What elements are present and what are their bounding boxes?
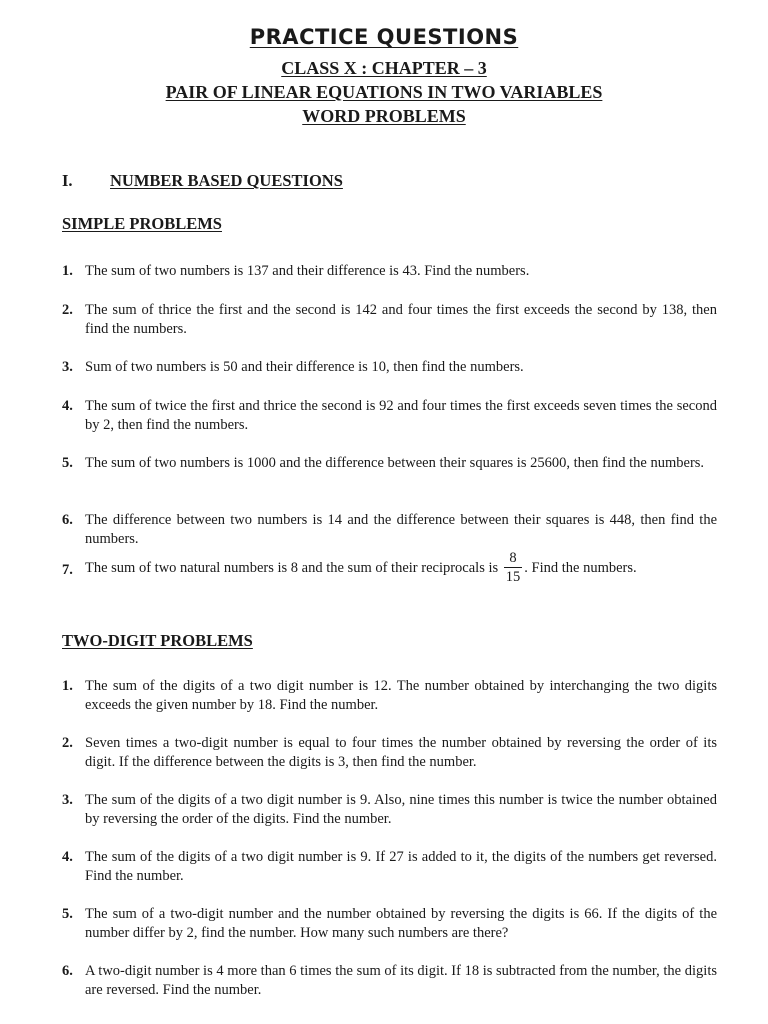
question-item — [62, 454, 717, 473]
question-item — [62, 848, 717, 886]
question-text — [85, 550, 717, 587]
section-heading — [62, 171, 343, 191]
question-number: 1. — [62, 263, 73, 279]
question-item — [62, 962, 717, 1000]
question-text: Sum of two numbers is 50 and their difference is 10, then find the numbers. — [85, 359, 524, 375]
fraction-numerator: 8 — [504, 549, 523, 568]
question-item — [62, 734, 717, 772]
section-title: NUMBER BASED QUESTIONS — [110, 171, 343, 190]
question-item — [62, 905, 717, 943]
question-number: 5. — [62, 455, 73, 471]
question-number: 2. — [62, 735, 73, 751]
question-number: 6. — [62, 512, 73, 528]
question-item — [62, 677, 717, 715]
section-numeral: I. — [62, 171, 73, 190]
fraction-denominator: 15 — [505, 569, 521, 585]
question-number: 3. — [62, 792, 73, 808]
question-item — [62, 301, 717, 339]
question-text: The difference between two numbers is 14 and the difference between their squares is 448, then find the numbers. — [85, 512, 717, 547]
chapter-title-heading: PAIR OF LINEAR EQUATIONS IN TWO VARIABLES — [165, 82, 603, 102]
question-text-after: . Find the numbers. — [524, 559, 637, 576]
question-item — [62, 358, 717, 377]
simple-problems-heading: SIMPLE PROBLEMS — [62, 214, 222, 233]
question-item — [62, 550, 717, 587]
question-text: The sum of twice the first and thrice the second is 92 and four times the first exceeds seven times the second by 2, then find the numbers. — [85, 398, 717, 433]
question-text: The sum of two numbers is 137 and their difference is 43. Find the numbers. — [85, 263, 530, 279]
page-title: PRACTICE QUESTIONS — [249, 25, 519, 49]
question-number: 6. — [62, 963, 73, 979]
question-number: 4. — [62, 398, 73, 414]
question-number: 7. — [62, 562, 73, 578]
question-number: 5. — [62, 906, 73, 922]
question-text: The sum of the digits of a two digit number is 12. The number obtained by interchanging the two digits exceeds the given number by 18. Find the number. — [85, 678, 717, 713]
question-number: 3. — [62, 359, 73, 375]
question-text: The sum of two numbers is 1000 and the difference between their squares is 25600, then find the numbers. — [85, 455, 705, 471]
question-item — [62, 791, 717, 829]
fraction — [504, 549, 523, 586]
question-item — [62, 262, 717, 281]
question-text: The sum of thrice the first and the second is 142 and four times the first exceeds the second by 138, then find the numbers. — [85, 302, 717, 337]
question-text: A two-digit number is 4 more than 6 times the sum of its digit. If 18 is subtracted from the number, the digits are reversed. Find the number. — [85, 963, 717, 998]
question-item — [62, 397, 717, 435]
question-number: 1. — [62, 678, 73, 694]
question-number: 4. — [62, 849, 73, 865]
question-text: The sum of the digits of a two digit number is 9. If 27 is added to it, the digits of the numbers get reversed. Find the number. — [85, 849, 717, 884]
question-text-before: The sum of two natural numbers is 8 and the sum of their reciprocals is — [85, 559, 499, 576]
two-digit-problems-heading: TWO-DIGIT PROBLEMS — [62, 631, 253, 650]
question-text: The sum of a two-digit number and the number obtained by reversing the digits is 66. If the digits of the number differ by 2, find the number. How many such numbers are there? — [85, 906, 717, 941]
question-text: The sum of the digits of a two digit number is 9. Also, nine times this number is twice the number obtained by reversing the order of the digits. Find the number. — [85, 792, 717, 827]
question-number: 2. — [62, 302, 73, 318]
question-item — [62, 511, 717, 549]
question-text: Seven times a two-digit number is equal to four times the number obtained by reversing the order of its digit. If the difference between the digits is 3, then find the number. — [85, 735, 717, 770]
word-problems-heading: WORD PROBLEMS — [302, 106, 466, 126]
class-chapter-heading: CLASS X : CHAPTER – 3 — [281, 58, 487, 78]
